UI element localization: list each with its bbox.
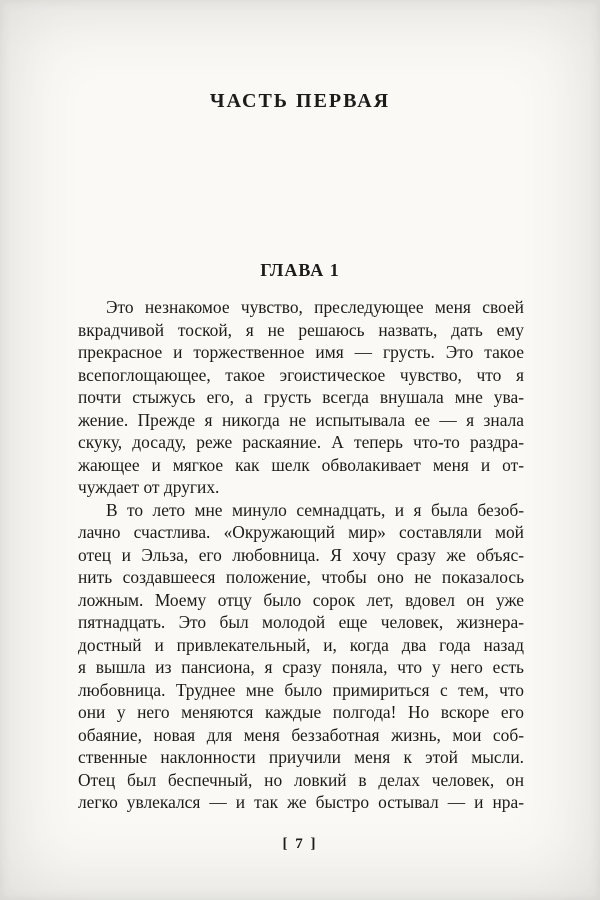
- page-number: [ 7 ]: [282, 836, 318, 852]
- text-line: Это незнакомое чувство, преследующее меня своей: [106, 297, 524, 317]
- text-line: любовница. Труднее мне было примириться с тем, что: [78, 679, 524, 700]
- text-line: чуждает от других.: [78, 477, 220, 497]
- text-line: жение. Прежде я никогда не испытывала ее — я знала: [78, 409, 524, 430]
- text-line: обаяние, новая для меня беззаботная жизнь, мои соб-: [78, 724, 524, 745]
- text-line: почти стыжусь его, а грусть всегда внушала мне ува-: [78, 387, 524, 407]
- text-line: Отец был беспечный, но ловкий в делах человек, он: [78, 769, 524, 790]
- text-line: отец и Эльза, его любовница. Я хочу сразу же объяс-: [78, 544, 524, 565]
- paragraph: [78, 296, 524, 499]
- text-line: лачно счастлива. «Окружающий мир» составляли мой: [78, 522, 524, 542]
- text-line: пятнадцать. Это был молодой еще человек, жизнера-: [78, 612, 524, 632]
- text-line: В то лето мне минуло семнадцать, и я была безоб-: [106, 499, 524, 520]
- text-line: достный и привлекательный, и, когда два года назад: [78, 634, 524, 655]
- paragraph: [78, 499, 524, 814]
- text-line: жающее и мягкое как шелк обволакивает меня и от-: [78, 454, 524, 475]
- text-line: я вышла из пансиона, я сразу поняла, что у него есть: [78, 657, 524, 677]
- text-line: ложным. Моему отцу было сорок лет, вдовел он уже: [78, 589, 524, 610]
- part-title: ЧАСТЬ ПЕРВАЯ: [209, 90, 391, 112]
- text-line: ственные наклонности приучили меня к этой мысли.: [78, 747, 524, 767]
- chapter-heading: ГЛАВА 1: [260, 260, 340, 280]
- text-line: нить создавшееся положение, чтобы оно не показалось: [78, 567, 524, 587]
- text-line: вкрадчивой тоской, я не решаюсь назвать, дать ему: [78, 319, 524, 340]
- text-line: они у него меняются каждые полгода! Но вскоре его: [78, 702, 524, 722]
- text-line: всепоглощающее, такое эгоистическое чувство, что я: [78, 364, 524, 385]
- body-text: [78, 296, 524, 814]
- text-line: скуку, досаду, реже раскаяние. А теперь что-то раздра-: [78, 432, 524, 452]
- text-line: прекрасное и торжественное имя — грусть. Это такое: [78, 342, 524, 362]
- text-line: легко увлекался — и так же быстро остывал — и нра-: [78, 792, 524, 812]
